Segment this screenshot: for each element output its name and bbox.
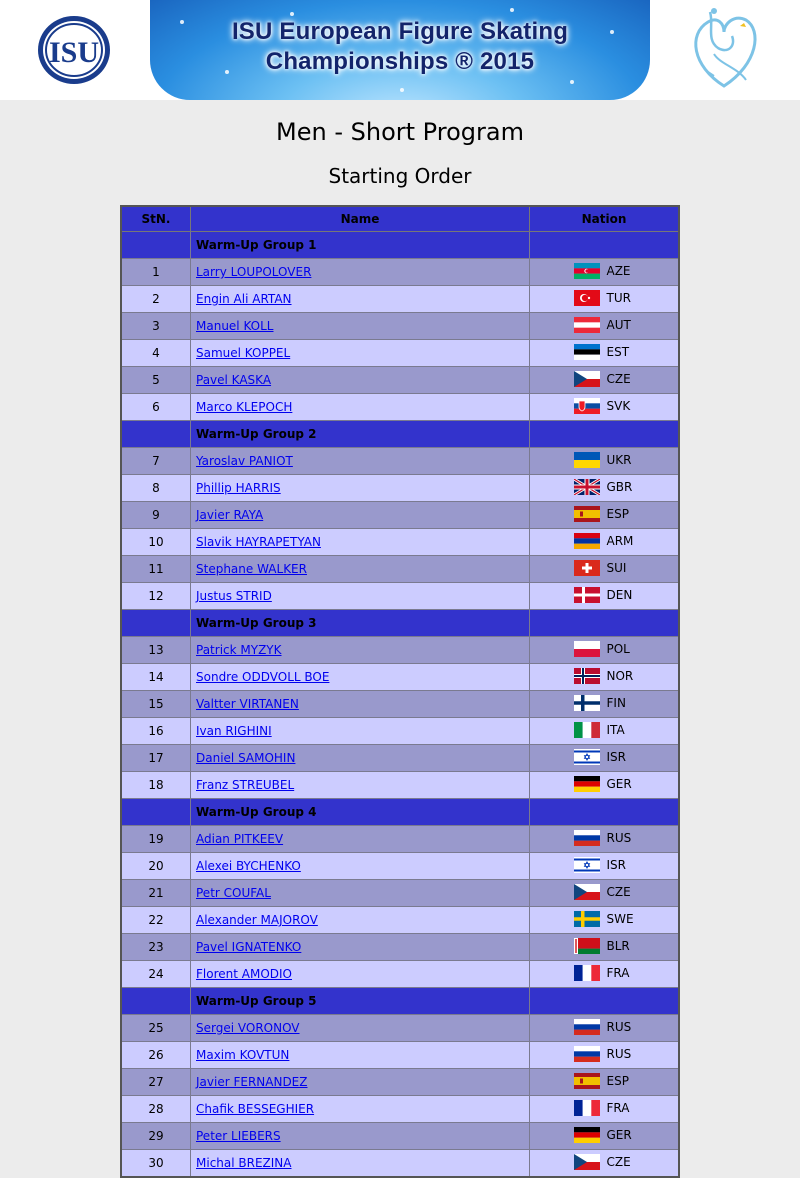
flag-icon xyxy=(574,1073,600,1089)
skater-emblem-icon xyxy=(684,6,764,96)
nation-wrap xyxy=(574,1154,635,1170)
skater-name-cell xyxy=(191,259,530,286)
table-row xyxy=(121,286,679,313)
nation-wrap xyxy=(574,452,635,468)
start-number: 21 xyxy=(121,880,191,907)
page-subtitle: Starting Order xyxy=(328,164,472,188)
skater-name-link[interactable]: Pavel IGNATENKO xyxy=(196,940,302,954)
nation-cell xyxy=(530,907,680,934)
table-row xyxy=(121,664,679,691)
skater-name-link[interactable]: Engin Ali ARTAN xyxy=(196,292,292,306)
nation-wrap xyxy=(574,776,635,792)
skater-name-link[interactable]: Sondre ODDVOLL BOE xyxy=(196,670,330,684)
skater-name-cell xyxy=(191,1150,530,1178)
group-stn-cell xyxy=(121,988,191,1015)
nation-cell xyxy=(530,880,680,907)
table-body xyxy=(121,232,679,1178)
warm-up-group-row xyxy=(121,988,679,1015)
start-number: 12 xyxy=(121,583,191,610)
skater-name-cell xyxy=(191,691,530,718)
skater-name-link[interactable]: Samuel KOPPEL xyxy=(196,346,291,360)
nation-wrap xyxy=(574,1046,635,1062)
flag-icon xyxy=(574,506,600,522)
skater-name-link[interactable]: Franz STREUBEL xyxy=(196,778,295,792)
start-number: 15 xyxy=(121,691,191,718)
nation-cell xyxy=(530,718,680,745)
skater-name-link[interactable]: Patrick MYZYK xyxy=(196,643,282,657)
nation-wrap xyxy=(574,830,635,846)
nation-cell xyxy=(530,1096,680,1123)
skater-name-link[interactable]: Larry LOUPOLOVER xyxy=(196,265,312,279)
table-row xyxy=(121,502,679,529)
table-row xyxy=(121,394,679,421)
skater-name-cell xyxy=(191,529,530,556)
skater-name-cell xyxy=(191,907,530,934)
nation-code: ITA xyxy=(606,722,625,737)
skater-name-link[interactable]: Justus STRID xyxy=(196,589,272,603)
nation-cell xyxy=(530,394,680,421)
isu-logo-text: ISU xyxy=(48,36,100,69)
skater-name-cell xyxy=(191,502,530,529)
flag-icon xyxy=(574,722,600,738)
flag-icon xyxy=(574,290,600,306)
skater-name-cell xyxy=(191,286,530,313)
start-number: 2 xyxy=(121,286,191,313)
nation-code: ISR xyxy=(606,749,626,764)
table-row xyxy=(121,718,679,745)
nation-code: GER xyxy=(606,776,632,791)
start-number: 1 xyxy=(121,259,191,286)
skater-name-cell xyxy=(191,1096,530,1123)
nation-code: RUS xyxy=(606,830,632,845)
skater-name-link[interactable]: Florent AMODIO xyxy=(196,967,292,981)
skater-name-cell xyxy=(191,394,530,421)
nation-wrap xyxy=(574,938,635,954)
flag-icon xyxy=(574,317,600,333)
nation-cell xyxy=(530,745,680,772)
nation-code: BLR xyxy=(606,938,630,953)
nation-wrap xyxy=(574,1019,635,1035)
flag-icon xyxy=(574,533,600,549)
table-row xyxy=(121,367,679,394)
flag-icon xyxy=(574,560,600,576)
starting-order-table xyxy=(120,205,680,1178)
nation-cell xyxy=(530,367,680,394)
nation-code: ISR xyxy=(606,857,626,872)
nation-code: FRA xyxy=(606,1100,630,1115)
nation-code: CZE xyxy=(606,884,631,899)
flag-icon xyxy=(574,344,600,360)
skater-name-cell xyxy=(191,1015,530,1042)
group-label: Warm-Up Group 1 xyxy=(191,232,530,259)
table-row xyxy=(121,448,679,475)
nation-code: POL xyxy=(606,641,630,656)
flag-icon xyxy=(574,371,600,387)
table-row xyxy=(121,259,679,286)
flag-icon xyxy=(574,587,600,603)
start-number: 5 xyxy=(121,367,191,394)
skater-name-link[interactable]: Petr COUFAL xyxy=(196,886,271,900)
start-number: 24 xyxy=(121,961,191,988)
table-row xyxy=(121,1150,679,1178)
warm-up-group-row xyxy=(121,232,679,259)
group-stn-cell xyxy=(121,421,191,448)
start-number: 14 xyxy=(121,664,191,691)
nation-code: AZE xyxy=(606,263,631,278)
banner-title-line1: ISU European Figure Skating xyxy=(231,18,569,45)
nation-wrap xyxy=(574,965,635,981)
nation-code: EST xyxy=(606,344,630,359)
banner-title-line2: Championships ® 2015 xyxy=(265,48,535,75)
skater-name-link[interactable]: Ivan RIGHINI xyxy=(196,724,272,738)
start-number: 4 xyxy=(121,340,191,367)
nation-cell xyxy=(530,502,680,529)
table-row xyxy=(121,583,679,610)
start-number: 19 xyxy=(121,826,191,853)
table-row xyxy=(121,1069,679,1096)
nation-cell xyxy=(530,556,680,583)
flag-icon xyxy=(574,1100,600,1116)
flag-icon xyxy=(574,1046,600,1062)
flag-icon xyxy=(574,1154,600,1170)
start-number: 11 xyxy=(121,556,191,583)
nation-code: AUT xyxy=(606,317,631,332)
nation-cell xyxy=(530,313,680,340)
group-stn-cell xyxy=(121,799,191,826)
skater-name-cell xyxy=(191,340,530,367)
nation-code: ESP xyxy=(606,1073,629,1088)
flag-icon xyxy=(574,398,600,414)
skater-name-link[interactable]: Alexei BYCHENKO xyxy=(196,859,301,873)
nation-code: TUR xyxy=(606,290,631,305)
skater-name-link[interactable]: Phillip HARRIS xyxy=(196,481,281,495)
nation-wrap xyxy=(574,1073,635,1089)
group-label: Warm-Up Group 3 xyxy=(191,610,530,637)
group-nation-cell xyxy=(530,988,680,1015)
flag-icon xyxy=(574,641,600,657)
start-number: 16 xyxy=(121,718,191,745)
start-number: 20 xyxy=(121,853,191,880)
skater-name-cell xyxy=(191,718,530,745)
nation-code: SUI xyxy=(606,560,627,575)
table-row xyxy=(121,1015,679,1042)
nation-wrap xyxy=(574,1127,635,1143)
start-number: 18 xyxy=(121,772,191,799)
skater-name-link[interactable]: Manuel KOLL xyxy=(196,319,274,333)
start-number: 7 xyxy=(121,448,191,475)
nation-wrap xyxy=(574,506,635,522)
warm-up-group-row xyxy=(121,799,679,826)
flag-icon xyxy=(574,1019,600,1035)
page-title: Men - Short Program xyxy=(276,118,524,146)
skater-name-cell xyxy=(191,880,530,907)
nation-cell xyxy=(530,286,680,313)
nation-cell xyxy=(530,1123,680,1150)
nation-cell xyxy=(530,529,680,556)
start-number: 27 xyxy=(121,1069,191,1096)
nation-cell xyxy=(530,583,680,610)
skater-name-link[interactable]: Sergei VORONOV xyxy=(196,1021,300,1035)
skater-name-cell xyxy=(191,1123,530,1150)
nation-code: ARM xyxy=(606,533,634,548)
nation-wrap xyxy=(574,695,635,711)
table-row xyxy=(121,745,679,772)
skater-name-link[interactable]: Peter LIEBERS xyxy=(196,1129,281,1143)
table-row xyxy=(121,340,679,367)
skater-name-cell xyxy=(191,961,530,988)
nation-wrap xyxy=(574,479,635,495)
nation-code: ESP xyxy=(606,506,629,521)
table-header-row xyxy=(121,206,679,232)
nation-cell xyxy=(530,340,680,367)
nation-code: NOR xyxy=(606,668,634,683)
skater-name-link[interactable]: Marco KLEPOCH xyxy=(196,400,293,414)
skater-name-link[interactable]: Adian PITKEEV xyxy=(196,832,284,846)
table-row xyxy=(121,907,679,934)
group-nation-cell xyxy=(530,421,680,448)
isu-logo-icon[interactable] xyxy=(36,14,112,86)
nation-wrap xyxy=(574,857,635,873)
flag-icon xyxy=(574,884,600,900)
group-label: Warm-Up Group 2 xyxy=(191,421,530,448)
flag-icon xyxy=(574,263,600,279)
nation-cell xyxy=(530,637,680,664)
nation-wrap xyxy=(574,884,635,900)
nation-code: DEN xyxy=(606,587,633,602)
header-name: Name xyxy=(191,206,530,232)
start-number: 30 xyxy=(121,1150,191,1178)
flag-icon xyxy=(574,776,600,792)
flag-icon xyxy=(574,452,600,468)
nation-code: UKR xyxy=(606,452,632,467)
start-number: 13 xyxy=(121,637,191,664)
table-row xyxy=(121,313,679,340)
nation-wrap xyxy=(574,398,635,414)
skater-name-link[interactable]: Valtter VIRTANEN xyxy=(196,697,299,711)
skater-name-cell xyxy=(191,826,530,853)
nation-wrap xyxy=(574,317,635,333)
skater-name-cell xyxy=(191,556,530,583)
skater-name-cell xyxy=(191,637,530,664)
skater-name-link[interactable]: Pavel KASKA xyxy=(196,373,272,387)
warm-up-group-row xyxy=(121,610,679,637)
skater-name-cell xyxy=(191,664,530,691)
nation-cell xyxy=(530,448,680,475)
nation-wrap xyxy=(574,533,635,549)
table-row xyxy=(121,529,679,556)
start-number: 29 xyxy=(121,1123,191,1150)
flag-icon xyxy=(574,668,600,684)
table-row xyxy=(121,556,679,583)
nation-cell xyxy=(530,1042,680,1069)
start-number: 26 xyxy=(121,1042,191,1069)
nation-code: RUS xyxy=(606,1019,632,1034)
start-number: 6 xyxy=(121,394,191,421)
nation-code: CZE xyxy=(606,371,631,386)
group-label: Warm-Up Group 4 xyxy=(191,799,530,826)
nation-wrap xyxy=(574,1100,635,1116)
flag-icon xyxy=(574,830,600,846)
nation-wrap xyxy=(574,560,635,576)
start-number: 8 xyxy=(121,475,191,502)
table-row xyxy=(121,772,679,799)
nation-cell xyxy=(530,664,680,691)
skater-name-cell xyxy=(191,1042,530,1069)
flag-icon xyxy=(574,695,600,711)
nation-wrap xyxy=(574,344,635,360)
nation-cell xyxy=(530,1015,680,1042)
nation-wrap xyxy=(574,290,635,306)
start-number: 9 xyxy=(121,502,191,529)
warm-up-group-row xyxy=(121,421,679,448)
table-row xyxy=(121,1042,679,1069)
nation-code: FIN xyxy=(606,695,626,710)
nation-cell xyxy=(530,934,680,961)
nation-wrap xyxy=(574,587,635,603)
nation-cell xyxy=(530,961,680,988)
nation-wrap xyxy=(574,722,635,738)
group-label: Warm-Up Group 5 xyxy=(191,988,530,1015)
nation-code: GBR xyxy=(606,479,633,494)
group-nation-cell xyxy=(530,799,680,826)
nation-cell xyxy=(530,853,680,880)
nation-wrap xyxy=(574,911,635,927)
nation-wrap xyxy=(574,641,635,657)
nation-code: SVK xyxy=(606,398,631,413)
nation-cell xyxy=(530,1150,680,1178)
flag-icon xyxy=(574,911,600,927)
start-number: 23 xyxy=(121,934,191,961)
skater-name-link[interactable]: Maxim KOVTUN xyxy=(196,1048,290,1062)
header xyxy=(0,0,800,100)
group-stn-cell xyxy=(121,610,191,637)
skater-name-link[interactable]: Michal BREZINA xyxy=(196,1156,292,1170)
nation-cell xyxy=(530,691,680,718)
nation-cell xyxy=(530,826,680,853)
skater-name-link[interactable]: Alexander MAJOROV xyxy=(196,913,318,927)
table-row xyxy=(121,475,679,502)
skater-name-link[interactable]: Javier RAYA xyxy=(196,508,264,522)
start-number: 3 xyxy=(121,313,191,340)
skater-name-cell xyxy=(191,448,530,475)
skater-name-link[interactable]: Chafik BESSEGHIER xyxy=(196,1102,315,1116)
header-stn: StN. xyxy=(121,206,191,232)
table-row xyxy=(121,1096,679,1123)
skater-name-link[interactable]: Stephane WALKER xyxy=(196,562,307,576)
group-nation-cell xyxy=(530,610,680,637)
table-row xyxy=(121,880,679,907)
skater-name-cell xyxy=(191,583,530,610)
table-row xyxy=(121,637,679,664)
skater-name-cell xyxy=(191,772,530,799)
nation-code: CZE xyxy=(606,1154,631,1169)
start-number: 10 xyxy=(121,529,191,556)
skater-name-cell xyxy=(191,367,530,394)
table-row xyxy=(121,853,679,880)
start-number: 28 xyxy=(121,1096,191,1123)
nation-code: FRA xyxy=(606,965,630,980)
table-row xyxy=(121,1123,679,1150)
start-number: 17 xyxy=(121,745,191,772)
nation-code: RUS xyxy=(606,1046,632,1061)
flag-icon xyxy=(574,857,600,873)
header-nation: Nation xyxy=(530,206,680,232)
start-number: 25 xyxy=(121,1015,191,1042)
nation-wrap xyxy=(574,371,635,387)
nation-code: SWE xyxy=(606,911,634,926)
skater-name-cell xyxy=(191,1069,530,1096)
skater-name-link[interactable]: Yaroslav PANIOT xyxy=(196,454,293,468)
skater-name-cell xyxy=(191,853,530,880)
start-number: 22 xyxy=(121,907,191,934)
group-stn-cell xyxy=(121,232,191,259)
table-row xyxy=(121,691,679,718)
table-row xyxy=(121,934,679,961)
skater-name-link[interactable]: Slavik HAYRAPETYAN xyxy=(196,535,321,549)
nation-code: GER xyxy=(606,1127,632,1142)
skater-name-cell xyxy=(191,313,530,340)
nation-cell xyxy=(530,772,680,799)
championship-banner xyxy=(150,0,650,100)
flag-icon xyxy=(574,1127,600,1143)
nation-wrap xyxy=(574,668,635,684)
skater-name-link[interactable]: Daniel SAMOHIN xyxy=(196,751,296,765)
skater-name-cell xyxy=(191,745,530,772)
flag-icon xyxy=(574,938,600,954)
nation-wrap xyxy=(574,263,635,279)
nation-wrap xyxy=(574,749,635,765)
skater-name-cell xyxy=(191,934,530,961)
table-row xyxy=(121,826,679,853)
nation-cell xyxy=(530,259,680,286)
skater-name-cell xyxy=(191,475,530,502)
table-row xyxy=(121,961,679,988)
flag-icon xyxy=(574,965,600,981)
nation-cell xyxy=(530,475,680,502)
flag-icon xyxy=(574,479,600,495)
group-nation-cell xyxy=(530,232,680,259)
nation-cell xyxy=(530,1069,680,1096)
flag-icon xyxy=(574,749,600,765)
skater-name-link[interactable]: Javier FERNANDEZ xyxy=(196,1075,308,1089)
